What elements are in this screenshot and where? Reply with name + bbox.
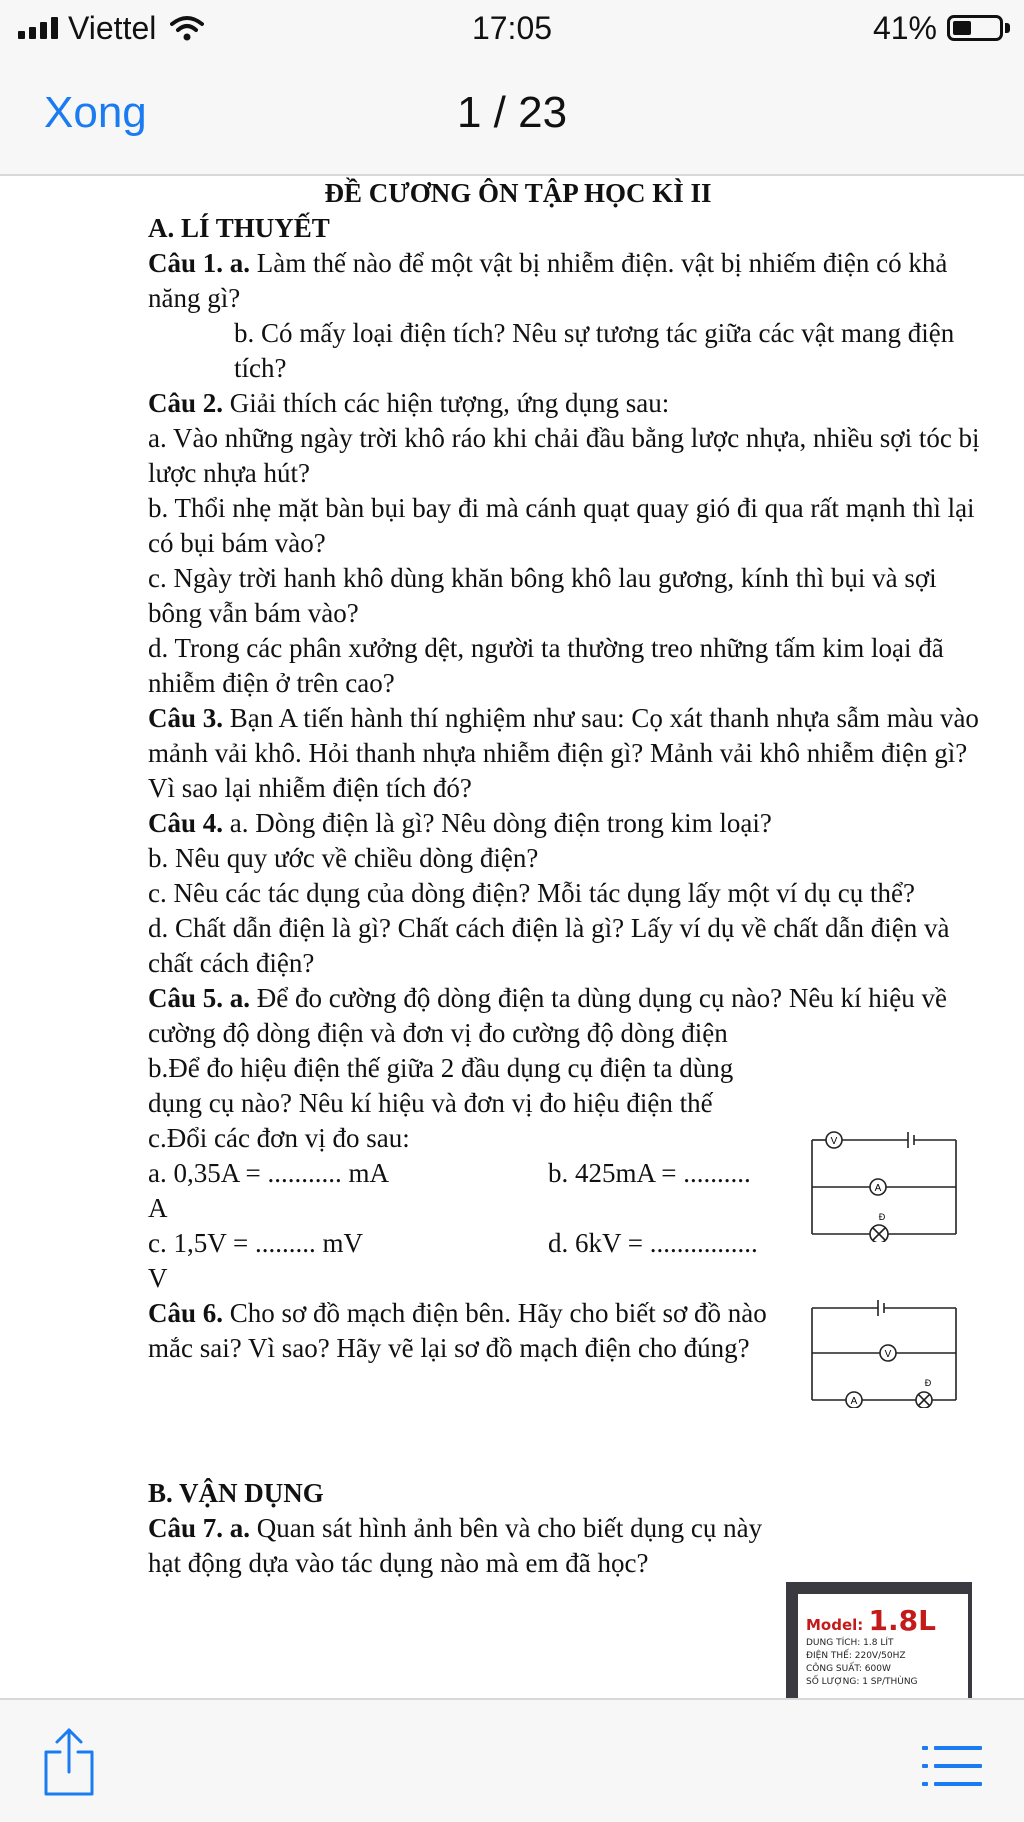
section-a-heading: [148, 211, 988, 246]
done-button[interactable]: Xong: [44, 88, 147, 137]
unit-v: V: [148, 1263, 168, 1293]
question-2c: c. Ngày trời hanh khô dùng khăn bông khô lau gương, kính thì bụi và sợi bông vẫn bám vào?: [148, 563, 937, 628]
battery-tip: [1005, 23, 1010, 33]
q7-a-text: Quan sát hình ảnh bên và cho biết dụng cụ này hạt động dựa vào tác dụng nào mà em đã học?: [148, 1513, 763, 1578]
lamp-label-2: Đ: [924, 1378, 932, 1388]
share-icon[interactable]: [42, 1726, 96, 1798]
bottom-toolbar: [0, 1698, 1024, 1822]
q1-a-text: Làm thế nào để một vật bị nhiễm điện. vật bị nhiếm điện có khả năng gì?: [148, 248, 948, 313]
page-indicator: 1 / 23: [456, 88, 568, 137]
question-4a: [148, 806, 988, 841]
lamp-label: Đ: [878, 1212, 886, 1222]
spec-capacity: DUNG TÍCH: 1.8 LÍT: [806, 1638, 894, 1648]
circuit-diagram-1: [808, 1130, 968, 1242]
question-4d: d. Chất dẫn điện là gì? Chất cách điện là gì? Lấy ví dụ về chất dẫn điện và chất cách điện?: [148, 913, 950, 978]
battery-icon: [947, 15, 1003, 41]
section-a-text: A. LÍ THUYẾT: [148, 213, 330, 243]
kettle-spec-label: [798, 1594, 968, 1702]
model-value: 1.8L: [868, 1604, 936, 1637]
model-line: [806, 1604, 968, 1637]
question-4b: b. Nêu quy ước về chiều dòng điện?: [148, 843, 539, 873]
conversion-a: a. 0,35A = ........... mA: [148, 1158, 389, 1188]
spec-quantity: SỐ LƯỢNG: 1 SP/THÙNG: [806, 1677, 918, 1687]
section-b-heading: [148, 1476, 988, 1511]
q3-lead: Câu 3.: [148, 703, 224, 733]
question-5c: c.Đổi các đơn vị đo sau:: [148, 1123, 410, 1153]
question-1b: b. Có mấy loại điện tích? Nêu sự tương tác giữa các vật mang điện tích?: [234, 318, 955, 383]
spec-power: CÔNG SUẤT: 600W: [806, 1664, 891, 1674]
status-bar: [0, 0, 1024, 56]
question-7a: [148, 1511, 788, 1581]
kettle-label-image: [786, 1582, 972, 1702]
section-b-text: B. VẬN DỤNG: [148, 1478, 324, 1508]
document-title: ĐỀ CƯƠNG ÔN TẬP HỌC KÌ II: [324, 178, 712, 208]
unit-a: A: [148, 1193, 168, 1223]
spec-voltage: ĐIỆN THẾ: 220V/50HZ: [806, 1651, 906, 1661]
question-5a: [148, 981, 988, 1051]
q7-lead: Câu 7. a.: [148, 1513, 251, 1543]
question-4c: c. Nêu các tác dụng của dòng điện? Mỗi tác dụng lấy một ví dụ cụ thể?: [148, 878, 915, 908]
battery-percentage: 41%: [872, 9, 937, 46]
carrier-name: Viettel: [68, 9, 157, 46]
model-label: Model:: [806, 1616, 864, 1634]
question-6: [148, 1296, 798, 1366]
battery-fill: [953, 21, 971, 35]
circuit-diagram-2: [808, 1296, 968, 1408]
question-5b: b.Để đo hiệu điện thế giữa 2 đầu dụng cụ điện ta dùng dụng cụ nào? Nêu kí hiệu và đơn vị đo hiệu điện thế: [148, 1053, 734, 1118]
q6-lead: Câu 6.: [148, 1298, 224, 1328]
document-page[interactable]: [0, 176, 1024, 1696]
q4-lead: Câu 4.: [148, 808, 224, 838]
outline-list-icon[interactable]: [922, 1744, 982, 1788]
ammeter-label-2: A: [850, 1396, 858, 1407]
question-2b: b. Thổi nhẹ mặt bàn bụi bay đi mà cánh quạt quay gió đi qua rất mạnh thì lại có bụi bám vào?: [148, 493, 975, 558]
q5-lead: Câu 5. a.: [148, 983, 251, 1013]
status-time: 17:05: [471, 10, 553, 46]
q4-a-text: a. Dòng điện là gì? Nêu dòng điện trong kim loại?: [223, 808, 772, 838]
q1-lead: Câu 1. a.: [148, 248, 251, 278]
ammeter-label: A: [874, 1183, 882, 1194]
question-2: [148, 386, 988, 421]
question-2d: d. Trong các phân xưởng dệt, người ta thường treo những tấm kim loại đã nhiễm điện ở trên cao?: [148, 633, 944, 698]
conversion-c: c. 1,5V = ......... mV: [148, 1228, 363, 1258]
conversion-d: d. 6kV = ................: [548, 1228, 758, 1258]
q2-text: Giải thích các hiện tượng, ứng dụng sau:: [223, 388, 670, 418]
q5-a-text: Để đo cường độ dòng điện ta dùng dụng cụ nào? Nêu kí hiệu về cường độ dòng điện và đơn vị đo cường độ dòng điện: [148, 983, 948, 1048]
voltmeter-label-2: V: [884, 1349, 892, 1360]
q6-text: Cho sơ đồ mạch điện bên. Hãy cho biết sơ đồ nào mắc sai? Vì sao? Hãy vẽ lại sơ đồ mạch điện cho đúng?: [148, 1298, 767, 1363]
question-1a: [148, 246, 988, 316]
voltmeter-label: V: [830, 1136, 838, 1147]
conversion-b: b. 425mA = ..........: [548, 1158, 751, 1188]
navigation-bar: [0, 56, 1024, 176]
status-right: [873, 8, 1010, 48]
question-2a: a. Vào những ngày trời khô ráo khi chải đầu bằng lược nhựa, nhiều sợi tóc bị lược nhựa hút?: [148, 423, 980, 488]
q2-lead: Câu 2.: [148, 388, 224, 418]
question-3: [148, 701, 988, 806]
q3-text: Bạn A tiến hành thí nghiệm như sau: Cọ xát thanh nhựa sẫm màu vào mảnh vải khô. Hỏi thanh nhựa nhiễm điện gì? Mảnh vải khô nhiễm điện gì? Vì sao lại nhiễm điện tích đó?: [148, 703, 979, 803]
